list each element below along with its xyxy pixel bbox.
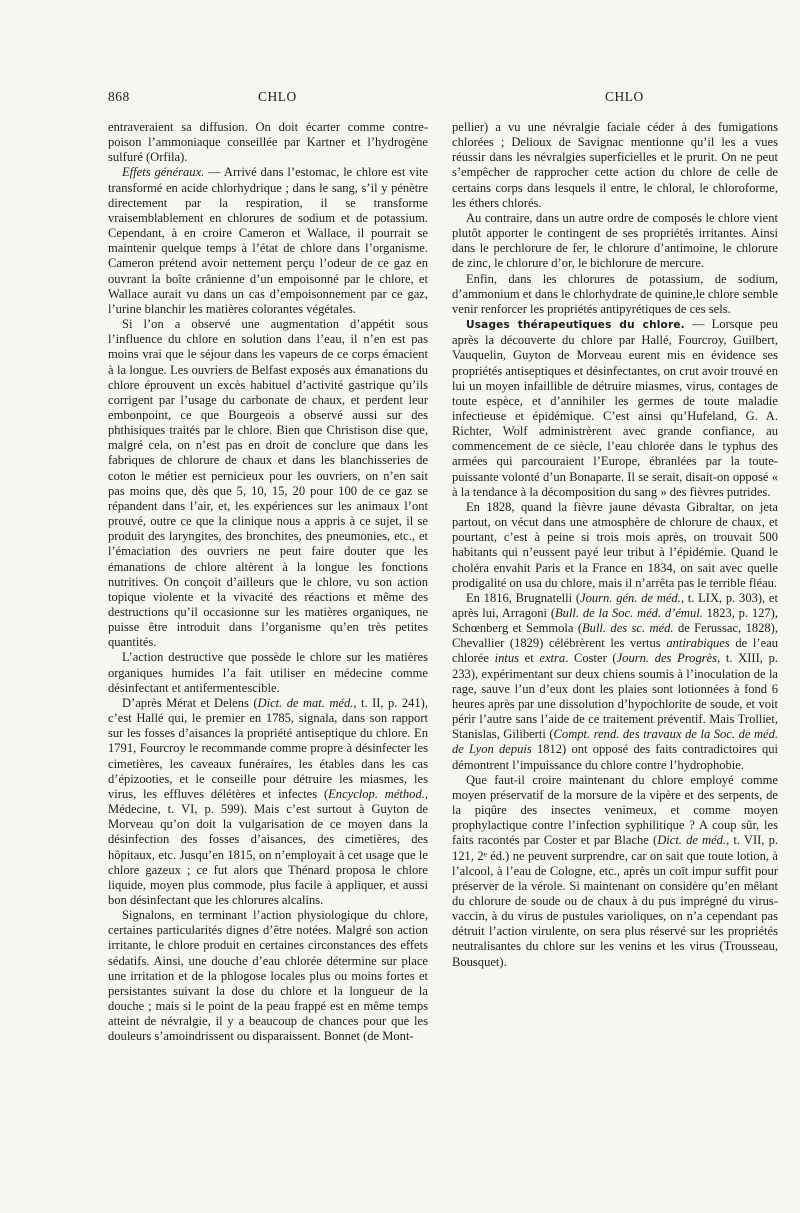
paragraph [452, 591, 778, 773]
paragraph-text: D’après Mérat et Delens ( [122, 695, 258, 710]
citation: extra [539, 651, 566, 666]
citation: intus [494, 651, 519, 666]
paragraph: Si l’on a observé une augmentation d’appétit sous l’influence du chlore en solution dans l’eau, il n’en est pas moins vrai que le séjour dans les vapeurs de ce corps émacient à la longue. Les ouvriers de Belfast exposés aux émanations du chlore éprouvent un excès habituel d’activité gastrique qu’ils corrigent par l’usage du carbonate de chaux, et perdent leur embonpoint, ce que Bourgeois a observé aussi sur des phthisiques traités par le chlore. Bien que Christison dise que, malgré cela, on n’est pas en droit de conclure que dans les fabriques de chlorure de chaux et dans les blanchisseries de coton le métier est pernicieux pour les ouvriers, on n’en sait pas moins que, dès que 5, 10, 15, 20 pour 100 de ce gaz se répandent dans l’air, et, les expériences sur les animaux l’ont prouvé, outre ce que la clinique nous a appris à ce sujet, il se produit des laryngites, des bronchites, des pneumonies, etc., et l’émaciation des ouvriers ne peut faire douter que les émanations de chlore altèrent à la longue les fonctions nutritives. On conçoit d’ailleurs que le chlore, vu son action topique violente et la vivacité des réactions et même des destructions qu’il occasionne sur les matières organiques, ne puisse être introduit dans l’organisme qu’en très petites quantités. [108, 317, 428, 650]
citation: Dict. de mat. méd. [257, 695, 354, 710]
paragraph: entraveraient sa diffusion. On doit écarter comme contre-poison l’ammoniaque conseillée par Kartner et l’hydrogène sulfuré (Orfila). [108, 120, 428, 165]
running-header [108, 89, 748, 109]
paragraph [452, 773, 778, 970]
citation: antirabiques [666, 636, 730, 651]
citation: Compt. rend. des travaux de la Soc. de méd. de Lyon depuis [452, 727, 778, 757]
paragraph: Au contraire, dans un autre ordre de composés le chlore vient plutôt apporter le contingent de ses propriétés irritantes. Ainsi dans le perchlorure de fer, le chlorure d’antimoine, le chlorure de zinc, le chlorure d’or, le bichlorure de mercure. [452, 210, 778, 271]
right-column [452, 120, 778, 970]
section-heading: Effets généraux. [122, 165, 205, 180]
paragraph [108, 696, 428, 908]
paragraph-text: , t. XIII, p. 233), expérimentant sur deux chiens soumis à l’inoculation de la rage, sauve l’un d’eux dont les plaies sont lotionnées à fond 6 heures après par une dissolution d’hypochlorite de soude, et voit périr l’autre sans l’aide de ce traitement préventif. Mais Trolliet, Stanislas, Giliberti ( [452, 651, 778, 742]
citation: Bull. de la Soc. méd. d’émul. [555, 606, 703, 620]
paragraph-text: de l’eau chlorée [452, 636, 778, 666]
header-title-left: CHLO [258, 89, 297, 104]
paragraph-text: — Lorsque peu après la découverte du chlore par Hallé, Fourcroy, Guilbert, Vauquelin, Guyton de Morveau eurent mis en évidence ses propriétés antiseptiques et désinfectantes, on crut avoir trouvé en lui un moyen infaillible de détruire miasmes, virus, contages de toute espèce, et d’annihiler les germes de toute maladie infectieuse et épidémique. C’est ainsi qu’Hufeland, G. A. Richter, Wolf administrèrent avec grande confiance, au commencement de ce siècle, l’eau chlorée dans le typhus des armées qui parcouraient l’Europe, ébranlées par la toute-puissante volonté d’un Bonaparte. Il se serait, disait-on opposé « à la tendance à la décomposition du sang » des fièvres putrides. [452, 317, 778, 499]
paragraph-text: et [519, 651, 540, 666]
paragraph-text: . Coster ( [565, 651, 617, 666]
paragraph-text: , t. LIX, p. 303), et après lui, Arragoni ( [452, 590, 778, 620]
paragraph [108, 165, 428, 317]
paragraph-text: , t. II, p. 241), c’est Hallé qui, le premier en 1785, signala, dans son rapport sur les fosses d’aisances la propriété antiseptique du chlore. En 1791, Fourcroy le recommande comme propre à désinfecter les cimetières, les caveaux funéraires, les étables dans les cas d’épizooties, et le conseille pour détruire les miasmes, les virus, les effluves délétères et infectes ( [108, 695, 428, 801]
paragraph-text: Que faut-il croire maintenant du chlore employé comme moyen préservatif de la morsure de la vipère et des serpents, de la piqûre des insectes venimeux, et comme moyen prophylactique contre l’infection syphilitique ? A coup sûr, les faits racontés par Coster et par Blache ( [452, 772, 778, 848]
citation: Bull. des sc. méd. [582, 621, 674, 636]
paragraph: Enfin, dans les chlorures de potassium, de sodium, d’ammonium et dans le chlorhydrate de quinine,le chlore semble venir renforcer les propriétés antipyrétiques de ces sels. [452, 271, 778, 316]
paragraph-text: , t. VII, p. 121, 2ᵉ éd.) ne peuvent surprendre, car on sait que toute lotion, à l’alcool, à l’eau de Cologne, etc., après un coït impur suffit pour préserver de la vérole. Si maintenant on considère qu’en mêlant du chlorure de soude ou de chaux à du pus imprégné du virus-vaccin, à du virus de pustules varioliques, on n’a cependant pas détruit l’action virulente, on sera plus réservé sur les propriétés neutralisantes du chlore sur les venins et les virus (Trousseau, Bousquet). [452, 833, 778, 969]
paragraph-text: 1823, p. 127), Schœnberg et Semmola ( [452, 606, 778, 636]
paragraph-text: , Médecine, t. VI, p. 599). Mais c’est surtout à Guyton de Morveau qu’on doit la vulgarisation de ce moyen dans la désinfection des fosses d’aisances, des cimetières, des hôpitaux, etc. Jusqu’en 1815, on n’employait à cet usage que le chlore gazeux ; ce fut alors que Thénard proposa le chlore liquide, moyen plus commode, plus facile à appliquer, et aussi bon désinfectant que les chlorures alcalins. [108, 786, 428, 907]
paragraph: Signalons, en terminant l’action physiologique du chlore, certaines particularités dignes d’être notées. Malgré son action irritante, le chlore produit en certaines circonstances des effets sédatifs. Ainsi, une douche d’eau chlorée détermine sur place une irritation et de la phlogose locales plus ou moins fortes et persistantes suivant la dose du chlore et la longueur de la douche ; mais si le point de la peau frappé est en même temps atteint de névralgie, il y a beaucoup de chances pour que les douleurs s’amoindrissent ou disparaissent. Bonnet (de Mont- [108, 908, 428, 1044]
citation: Journ. gén. de méd. [580, 590, 681, 605]
left-column [108, 120, 428, 1045]
citation: Encyclop. méthod. [328, 786, 425, 801]
paragraph [452, 317, 778, 500]
section-heading: Usages thérapeutiques du chlore. [466, 319, 685, 332]
paragraph-text: En 1816, Brugnatelli ( [466, 590, 581, 605]
citation: Journ. des Progrès [616, 651, 718, 666]
paragraph: L’action destructive que possède le chlore sur les matières organiques humides l’a fait utiliser en médecine comme désinfectant et antifermentescible. [108, 650, 428, 695]
paragraph: En 1828, quand la fièvre jaune dévasta Gibraltar, on jeta partout, on vécut dans une atmosphère de chlorure de chaux, et pourtant, c’est à peine si trois mois après, on trouvait 500 habitants qui n’eussent payé leur tribut à l’épidémie. Quand le choléra envahit Paris et la France en 1834, on sait avec quelle prodigalité on usa du chlore, mais il n’arrêta pas le terrible fléau. [452, 499, 778, 590]
citation: Dict. de méd. [657, 833, 727, 848]
paragraph-text: 1812) ont opposé des faits contradictoires qui démontrent l’impuissance du chlore contre l’hydrophobie. [452, 742, 778, 772]
paragraph-text: de Ferussac, 1828), Chevallier (1829) célébrèrent les vertus [452, 621, 779, 651]
paragraph-text: — Arrivé dans l’estomac, le chlore est vite transformé en acide chlorhydrique ; dans le sang, s’il y pénètre directement par la respiration, il se transforme vraisemblablement en chlorures de sodium et de potassium. Cependant, à en croire Cameron et Wallace, il pourrait se maintenir quelque temps à l’état de chlore dans l’organisme. Cameron prétend avoir nettement perçu l’odeur de ce gaz en ouvrant la boîte crânienne d’un empoisonné par le chlore, et Wallace aurait vu dans un cas d’empoisonnement par ce gaz, l’urine blanchir les matières colorantes végétales. [108, 165, 428, 316]
header-title-right: CHLO [605, 89, 644, 104]
paragraph: pellier) a vu une névralgie faciale céder à des fumigations chlorées ; Delioux de Savignac mentionne qu’il les a vues réussir dans les névralgies superficielles et le prurit. On ne peut s’empêcher de rapprocher cette action du chlore de celle de certains corps dans lesquels il entre, le chloral, le chloroforme, les éthers chlorés. [452, 120, 778, 210]
page-number: 868 [108, 89, 130, 104]
